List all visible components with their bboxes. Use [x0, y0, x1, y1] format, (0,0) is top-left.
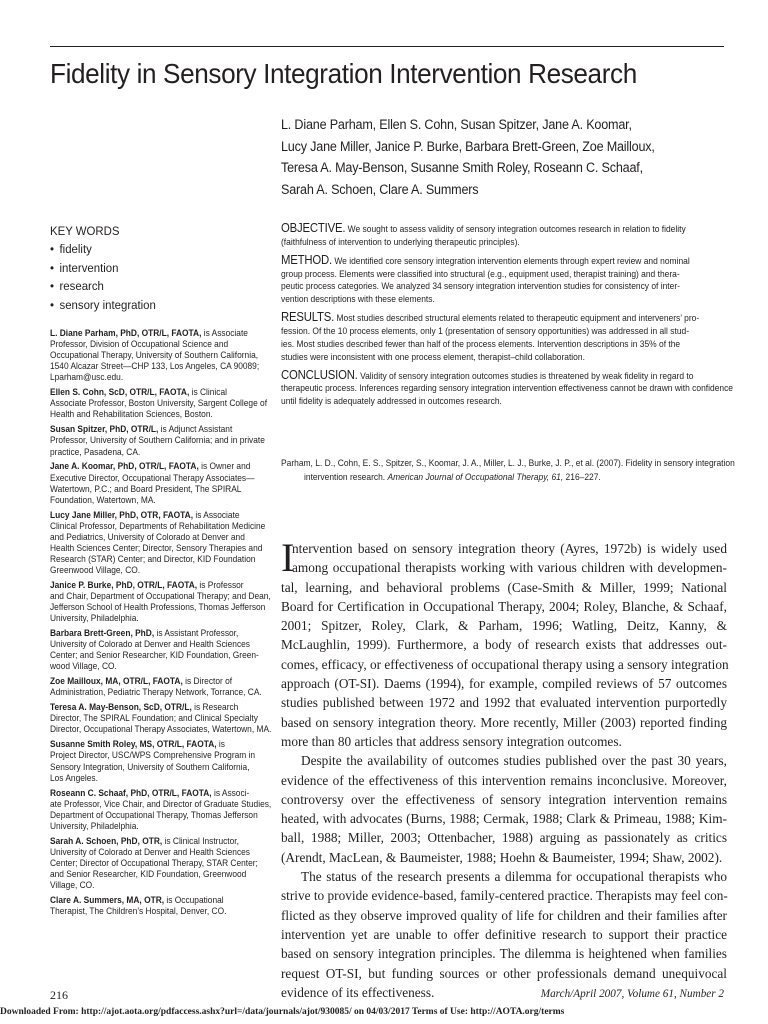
- abstract-text: group process. Elements were classified into structural (e.g., equipment used, therapist training) and thera-: [281, 267, 680, 279]
- bio-text: Executive Director, Occupational Therapy Associates—: [50, 472, 255, 483]
- bio-text: Professor, University of Southern California; and in private: [50, 435, 265, 446]
- bio-text: Health Sciences Center; Director, Sensory Therapies and: [50, 542, 263, 553]
- bio-line: [50, 739, 271, 750]
- bio-text: and Pediatrics, University of Colorado at Denver and: [50, 531, 245, 542]
- body-line: tal, learning, and behavioral problems (Case-Smith & Miller, 1999; National: [281, 579, 727, 595]
- bio-text: Watertown, P.C.; and Board President, The SPIRAL: [50, 483, 242, 494]
- bio-line: [50, 639, 271, 650]
- article-title: Fidelity in Sensory Integration Intervention Research: [50, 58, 637, 89]
- body-line: flicted as they observe improved quality of life for children and their families after: [281, 907, 727, 923]
- drop-cap: I: [281, 535, 295, 580]
- keyword-item: • intervention: [50, 259, 248, 278]
- keyword-item: • sensory integration: [50, 296, 248, 315]
- abstract-section: [281, 311, 726, 363]
- body-line: ntervention based on sensory integration theory (Ayres, 1972b) is widely used: [292, 541, 727, 556]
- citation-line: Parham, L. D., Cohn, E. S., Spitzer, S., Koomar, J. A., Miller, L. J., Burke, J. P., et al. (2007). Fidelity in sensory integration: [281, 457, 735, 468]
- journal-name: American Journal of Occupational Therapy, 61,: [387, 471, 564, 482]
- abstract-line: [281, 351, 682, 364]
- bio-text: Director, Occupational Therapy Associates, Watertown, MA.: [50, 724, 272, 735]
- author-line: Sarah A. Schoen, Clare A. Summers: [281, 181, 479, 197]
- bio-text: Research (STAR) Center; and Director, KID Foundation: [50, 553, 256, 564]
- author-bio: [50, 676, 271, 698]
- abstract-text: ies. Most studies described fewer than half of the process elements. Intervention descriptions in 35% of the: [281, 337, 681, 349]
- bio-text: is Assistant Professor,: [154, 628, 239, 639]
- bio-name: L. Diane Parham, PhD, OTR/L, FAOTA,: [50, 328, 202, 338]
- abstract-text: (faithfulness of intervention to underlying therapeutic principles).: [281, 235, 520, 247]
- abstract-text: fession. Of the 10 process elements, only 1 (presentation of sensory opportunities) was addressed in all stud-: [281, 324, 690, 336]
- bio-name: Susan Spitzer, PhD, OTR/L,: [50, 424, 159, 435]
- bio-line: [50, 339, 271, 350]
- bio-line: [50, 372, 271, 383]
- bio-name: Roseann C. Schaaf, PhD, OTR/L, FAOTA,: [50, 787, 212, 798]
- bio-line: [50, 565, 271, 576]
- bio-text: 1540 Alcazar Street—CHP 133, Los Angeles, CA 90089;: [50, 361, 260, 372]
- bio-line: [50, 788, 271, 799]
- bio-line: [50, 350, 271, 361]
- bio-text: is Adjunct Assistant: [158, 424, 233, 435]
- bio-text: Sensory Integration, University of Southern California,: [50, 761, 250, 772]
- paragraph-1: [281, 578, 727, 752]
- body-line: based on sensory integration principles. The dilemma is heightened when families: [281, 946, 727, 962]
- abstract-line: [281, 268, 682, 281]
- bio-line: [50, 836, 271, 847]
- author-line: L. Diane Parham, Ellen S. Cohn, Susan Spitzer, Jane A. Koomar,: [281, 117, 632, 132]
- body-line: comes, efficacy, or effectiveness of occupational therapy using a sensory integration: [281, 656, 729, 672]
- bio-line: [50, 676, 271, 687]
- bio-text: Jefferson School of Health Professions, Thomas Jefferson: [50, 602, 266, 613]
- key-words-heading: KEY WORDS: [50, 224, 120, 238]
- abstract-text: We sought to assess validity of sensory integration outcomes research in relation to fidelity: [345, 223, 686, 234]
- bio-text: Center; Director of Occupational Therapy, STAR Center;: [50, 857, 258, 868]
- bio-text: is Associate: [201, 328, 248, 338]
- bio-text: University of Colorado at Denver and Health Sciences: [50, 846, 250, 857]
- author-bio: [50, 510, 271, 577]
- author-bio: [50, 628, 271, 672]
- author-bio: [50, 461, 271, 505]
- bio-line: [50, 398, 271, 409]
- author-bio: [50, 895, 271, 917]
- bio-name: Janice P. Burke, PhD, OTR/L, FAOTA,: [50, 579, 198, 590]
- bio-text: ate Professor, Vice Chair, and Director of Graduate Studies,: [50, 798, 272, 809]
- citation: [281, 456, 735, 484]
- key-words: [50, 222, 265, 314]
- bio-text: and Chair, Department of Occupational Therapy; and Dean,: [50, 591, 271, 602]
- bio-text: University, Philadelphia.: [50, 613, 139, 624]
- download-notice: Downloaded From: http://ajot.aota.org/pdfaccess.ashx?url=/data/journals/ajot/930085/ on 04/03/2017 Terms of Use: http://AOTA.org/terms: [0, 1006, 565, 1017]
- bio-name: Zoe Mailloux, MA, OTR/L, FAOTA,: [50, 676, 183, 687]
- bio-text: is Clinical: [189, 387, 227, 398]
- bio-line: [50, 447, 271, 458]
- body-line: Despite the availability of outcomes studies published over the past 30 years,: [301, 753, 727, 769]
- bio-text: Associate Professor, Boston University, Sargent College of: [50, 398, 268, 409]
- body-line: approach (OT-SI). Daems (1994), for example, compiled reviews of 57 outcomes: [281, 676, 727, 692]
- bio-line: [50, 532, 271, 543]
- bio-text: is Director of: [182, 676, 233, 687]
- abstract-section: [281, 254, 726, 306]
- bio-text: is: [216, 739, 225, 750]
- author-list: [281, 114, 731, 200]
- bio-name: Susanne Smith Roley, MS, OTR/L, FAOTA,: [50, 739, 217, 750]
- bio-text: Los Angeles.: [50, 772, 98, 783]
- bio-text: University of Colorado at Denver and Health Sciences: [50, 639, 250, 650]
- abstract-line: [281, 293, 682, 306]
- key-words-list: [50, 240, 265, 314]
- bio-text: and Senior Researcher, KID Foundation, Greenwood: [50, 868, 247, 879]
- bio-text: wood Village, CO.: [50, 661, 117, 672]
- abstract-line: [281, 324, 690, 338]
- bio-name: Jane A. Koomar, PhD, OTR/L, FAOTA,: [50, 461, 199, 472]
- page-number: 216: [50, 988, 68, 1002]
- author-bio: [50, 387, 271, 420]
- body-line: evidence of the effectiveness of this intervention remains inconclusive. Moreover,: [281, 772, 727, 788]
- author-bios: [50, 328, 272, 921]
- abstract-heading: RESULTS.: [281, 310, 335, 325]
- bio-line: [50, 821, 271, 832]
- bio-text: Administration, Pediatric Therapy Network, Torrance, CA.: [50, 687, 262, 698]
- bio-text: is Occupational: [164, 894, 224, 905]
- body-line: The status of the research presents a dilemma for occupational therapists who: [301, 869, 727, 885]
- paragraph-3: [281, 867, 727, 1002]
- abstract-line: [281, 382, 733, 395]
- bio-line: [50, 858, 271, 869]
- abstract: [281, 221, 733, 413]
- bio-line: [50, 484, 271, 495]
- bio-text: Health and Rehabilitation Sciences, Boston.: [50, 409, 213, 420]
- bio-name: Clare A. Summers, MA, OTR,: [50, 894, 165, 905]
- abstract-text: studies were inconsistent with one process element, therapist–child collaboration.: [281, 350, 585, 362]
- first-paragraph-opening: [281, 535, 727, 580]
- bio-line: [50, 473, 271, 484]
- citation-text: intervention research.: [304, 471, 388, 482]
- bio-line: [50, 554, 271, 565]
- abstract-line: [281, 236, 682, 249]
- abstract-heading: OBJECTIVE.: [281, 221, 346, 235]
- citation-pages: 216–227.: [563, 471, 601, 482]
- keyword-item: • fidelity: [50, 240, 248, 259]
- abstract-text: until fidelity is adequately addressed in outcomes research.: [281, 395, 502, 407]
- abstract-line: [281, 338, 682, 351]
- bio-text: Lparham@usc.edu.: [50, 372, 124, 383]
- abstract-heading: CONCLUSION.: [281, 367, 358, 382]
- bio-text: Foundation, Watertown, MA.: [50, 494, 156, 505]
- body-line: McLaughlin, 1999). Furthermore, a body of research exists that addresses out-: [281, 637, 727, 653]
- bio-text: is Owner and: [198, 461, 251, 472]
- keyword-item: • research: [50, 277, 248, 296]
- bio-text: Greenwood Village, CO.: [50, 565, 141, 576]
- bio-line: [50, 869, 271, 880]
- paragraph-2: [281, 751, 727, 867]
- bio-text: Village, CO.: [50, 880, 95, 891]
- bio-text: is Clinical Instructor,: [162, 835, 239, 846]
- bio-text: is Research: [191, 702, 239, 713]
- bio-line: [50, 461, 271, 472]
- body-line: intervention yet are unable to offer definitive research to support their practice: [281, 926, 727, 942]
- bio-line: [50, 435, 271, 446]
- bio-line: [50, 702, 271, 713]
- abstract-line: [281, 367, 694, 383]
- body-line: heated, with advocates (Burns, 1988; Cermak, 1988; Clark & Primeau, 1988; Kim-: [281, 811, 727, 827]
- bio-line: [50, 361, 271, 372]
- abstract-heading: METHOD.: [281, 252, 333, 267]
- bio-line: [50, 906, 271, 917]
- bio-line: [50, 602, 271, 613]
- abstract-line: [281, 252, 690, 268]
- abstract-section: [281, 367, 733, 408]
- bio-line: [50, 880, 271, 891]
- abstract-line: [281, 221, 686, 236]
- abstract-line: [281, 310, 700, 325]
- abstract-text: peutic process categories. We analyzed 34 sensory integration intervention studies for consistency of inter-: [281, 280, 680, 292]
- author-bio: [50, 702, 271, 735]
- bio-line: [50, 409, 271, 420]
- bio-line: [50, 495, 271, 506]
- author-bio: [50, 424, 271, 457]
- bio-line: [50, 773, 271, 784]
- body-line: (Arendt, MacLean, & Baumeister, 1988; Hoehn & Baumeister, 1994; Shaw, 2002).: [281, 849, 723, 865]
- body-line: request OT-SI, but funding sources or other professionals demand unequivocal: [281, 965, 727, 981]
- body-line: studies published between 1972 and 1992 that evaluated intervention purportedly: [281, 695, 727, 711]
- bio-line: [50, 424, 271, 435]
- top-rule: [50, 46, 724, 47]
- body-line: based on sensory integration theory. More recently, Miller (2003) reported finding: [281, 714, 727, 730]
- bio-text: practice, Pasadena, CA.: [50, 446, 141, 457]
- bio-text: Occupational Therapy, University of Southern California,: [50, 350, 259, 361]
- body-line: controversy over the effectiveness of sensory integration intervention remains: [281, 791, 727, 807]
- bio-line: [50, 387, 271, 398]
- body-line: strive to provide evidence-based, family-centered practice. Therapists may feel con-: [281, 888, 728, 904]
- author-bio: [50, 836, 271, 891]
- bio-text: University, Philadelphia.: [50, 820, 139, 831]
- bio-text: Director, The SPIRAL Foundation; and Clinical Specialty: [50, 713, 258, 724]
- bio-line: [50, 543, 271, 554]
- article-body: [281, 535, 729, 1002]
- bio-text: Project Director, USC/WPS Comprehensive Program in: [50, 750, 256, 761]
- bio-line: [50, 628, 271, 639]
- body-line: Board for Certification in Occupational Therapy, 2004; Roley, Blanche, & Schaaf,: [281, 598, 727, 614]
- author-bio: [50, 739, 271, 783]
- abstract-line: [281, 395, 682, 408]
- abstract-line: [281, 280, 682, 293]
- author-bio: [50, 328, 271, 383]
- bio-line: [50, 591, 271, 602]
- abstract-text: vention descriptions with these elements.: [281, 293, 435, 305]
- issue-info: March/April 2007, Volume 61, Number 2: [540, 988, 724, 1000]
- bio-line: [50, 762, 271, 773]
- abstract-text: Validity of sensory integration outcomes studies is threatened by weak fidelity in regard to: [357, 369, 694, 381]
- bio-name: Ellen S. Cohn, ScD, OTR/L, FAOTA,: [50, 387, 190, 398]
- bio-text: Therapist, The Children’s Hospital, Denver, CO.: [50, 906, 227, 917]
- bio-line: [50, 713, 271, 724]
- bio-name: Teresa A. May-Benson, ScD, OTR/L,: [50, 702, 192, 713]
- author-bio: [50, 580, 271, 624]
- abstract-text: therapeutic process. Inferences regarding sensory integration intervention effectiveness cannot be drawn with confidence: [281, 382, 733, 394]
- citation-line: [304, 470, 684, 484]
- body-line: more than 80 articles that address sensory integration outcomes.: [281, 733, 622, 749]
- bio-line: [50, 799, 271, 810]
- abstract-text: Most studies described structural elements related to therapeutic equipment and interveners’ pro-: [334, 312, 700, 324]
- body-line: among occupational therapists working with various children with developmen-: [292, 560, 727, 576]
- bio-name: Barbara Brett-Green, PhD,: [50, 628, 155, 639]
- bio-text: is Professor: [197, 579, 244, 590]
- bio-text: Center; and Senior Researcher, KID Foundation, Green-: [50, 650, 259, 661]
- bio-line: [50, 895, 271, 906]
- bio-name: Sarah A. Schoen, PhD, OTR,: [50, 835, 163, 846]
- bio-text: Clinical Professor, Departments of Rehabilitation Medicine: [50, 520, 266, 531]
- bio-line: [50, 687, 271, 698]
- body-line: evidence of its effectiveness.: [281, 984, 435, 1000]
- bio-text: Professor, Division of Occupational Science and: [50, 339, 229, 350]
- bio-name: Lucy Jane Miller, PhD, OTR, FAOTA,: [50, 509, 194, 520]
- bio-line: [50, 724, 271, 735]
- abstract-section: [281, 222, 726, 249]
- bio-line: [50, 613, 271, 624]
- abstract-text: We identified core sensory integration intervention elements through expert review and nominal: [332, 254, 690, 266]
- body-line: ball, 1988; Miller, 2003; Ottenbacher, 1988) arguing as passionately as critics: [281, 830, 727, 846]
- bio-line: [50, 580, 271, 591]
- body-line: 2001; Spitzer, Roley, Clark, & Parham, 1996; Watling, Deitz, Kanny, &: [281, 618, 727, 634]
- bio-line: [50, 521, 271, 532]
- bio-line: [50, 650, 271, 661]
- author-line: Teresa A. May-Benson, Susanne Smith Roley, Roseann C. Schaaf,: [281, 160, 643, 175]
- bio-line: [50, 847, 271, 858]
- bio-line: [50, 810, 271, 821]
- author-line: Lucy Jane Miller, Janice P. Burke, Barbara Brett-Green, Zoe Mailloux,: [281, 138, 655, 154]
- bio-text: Department of Occupational Therapy, Thomas Jefferson: [50, 809, 258, 820]
- bio-line: [50, 661, 271, 672]
- bio-text: is Associ-: [211, 787, 250, 798]
- bio-text: is Associate: [193, 509, 240, 520]
- bio-line: [50, 328, 271, 339]
- bio-line: [50, 750, 271, 761]
- author-bio: [50, 788, 271, 832]
- bio-line: [50, 510, 271, 521]
